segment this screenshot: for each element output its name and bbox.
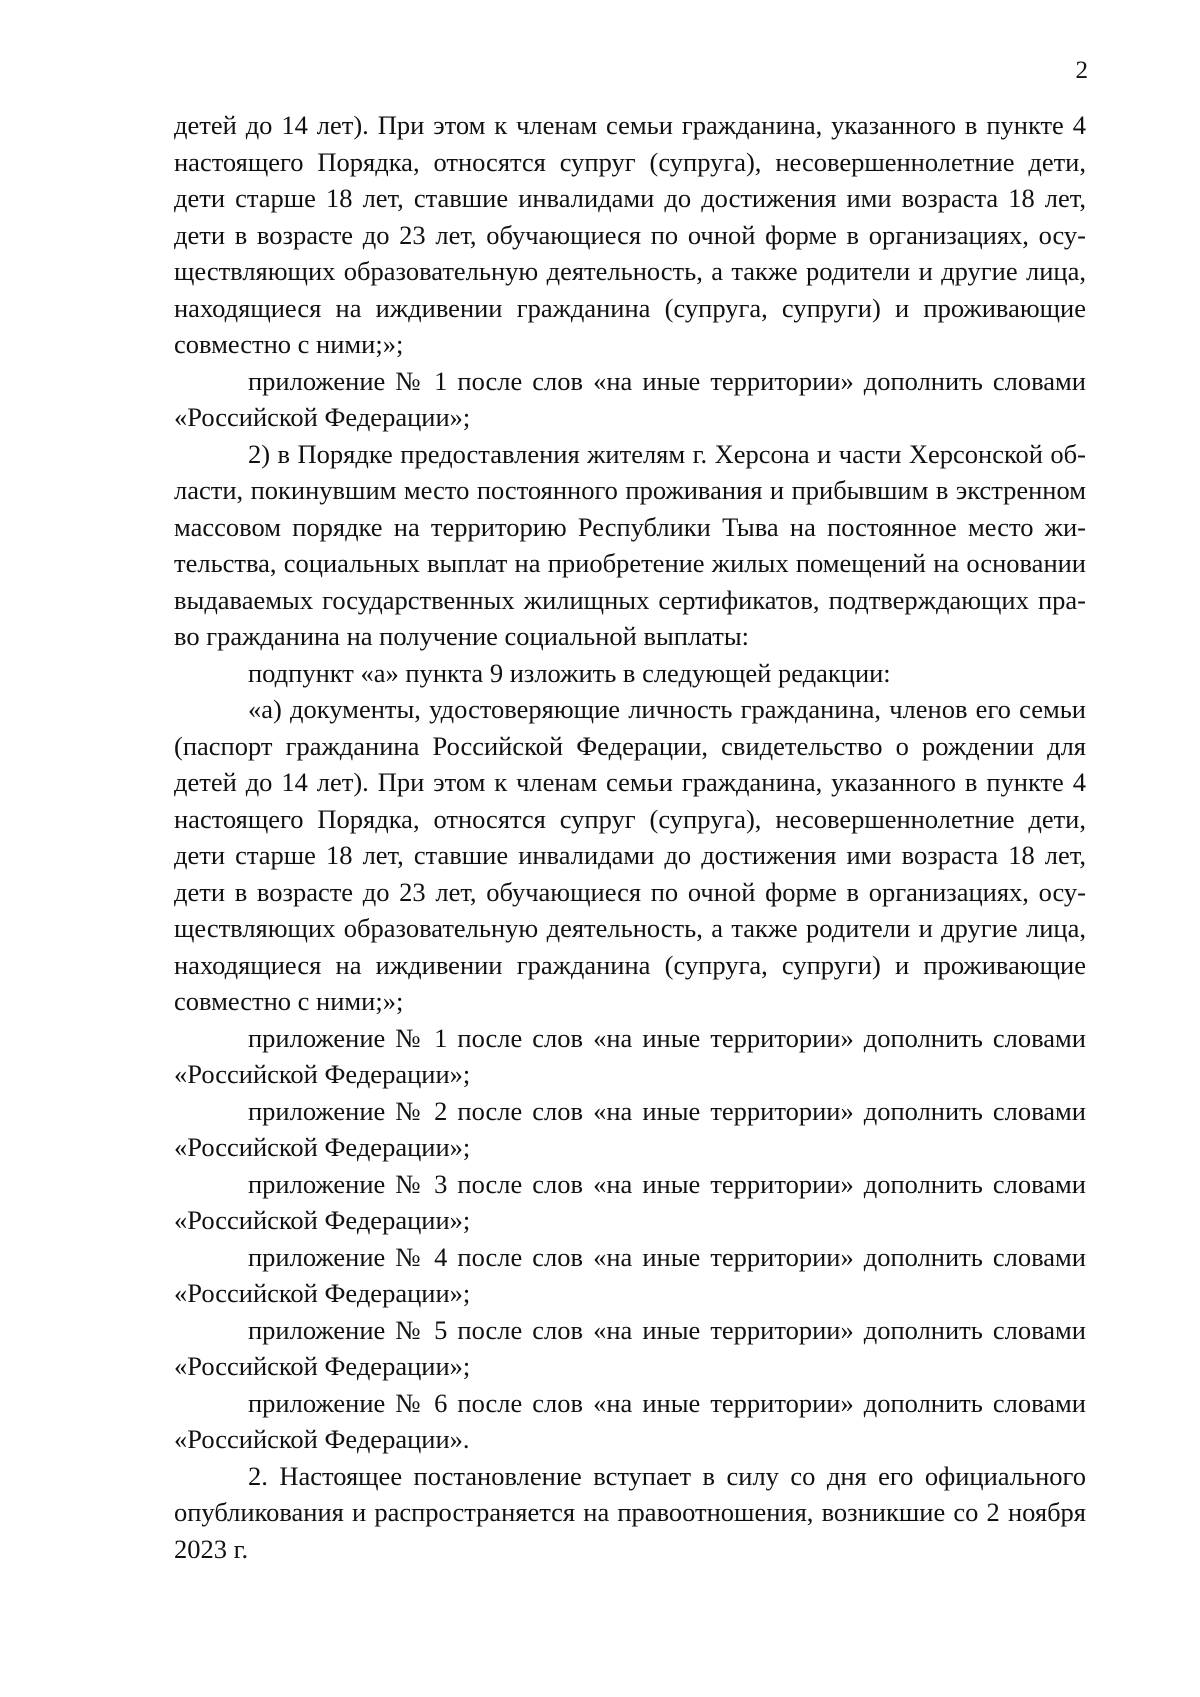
paragraph-subpoint-a-text: «а) документы, удостоверяющие личность гражданина, членов его семьи (паспорт гражданина Российской Федерации, свидетельство о рождении для детей до 14 лет). При этом к членам семьи гражданина, указанного в пункте 4 настоящего Порядка, относятся супруг (супруга), несовершеннолетние дети, дети старше 18 лет, ставшие инвалидами до достижения ими возраста 18 лет, дети в возрасте до 23 лет, обучающиеся по очной форме в организациях, осуществляющих образовательную деятельность, а также родители и другие лица, находящиеся на иждивении гражданина (супруга, супруги) и проживающие совместно с ними;»;: [174, 694, 1086, 1016]
paragraph-family-members-continued: детей до 14 лет). При этом к членам семьи гражданина, указанного в пункте 4 настоящего Порядка, относятся супруг (супруга), несовершеннолетние дети, дети старше 18 лет, ставшие инвалидами до достижения ими возраста 18 лет, дети в возрасте до 23 лет, обучающиеся по очной форме в организациях, осуществляющих образовательную деятельность, а также родители и другие лица, находящиеся на иждивении гражданина (супруга, супруги) и проживающие совместно с ними;»;: [174, 110, 1086, 359]
paragraph-appendix-5-amendment: приложение № 5 после слов «на иные территории» дополнить словами «Российской Федерации»;: [174, 1314, 1086, 1381]
paragraph-appendix-1-amendment: приложение № 1 после слов «на иные территории» дополнить словами «Российской Федерации»;: [174, 365, 1086, 432]
paragraph-appendix-4-amendment: приложение № 4 после слов «на иные территории» дополнить словами «Российской Федерации»;: [174, 1241, 1086, 1308]
paragraph-kherson-procedure: 2) в Порядке предоставления жителям г. Херсона и части Херсонской области, покинувшим место постоянного проживания и прибывшим в экстренном массовом порядке на территорию Республики Тыва на постоянное место жительства, социальных выплат на приобретение жилых помещений на основании выдаваемых государственных жилищных сертификатов, подтверждающих право гражданина на получение социальной выплаты:: [174, 438, 1086, 651]
paragraph-appendix-2-amendment: приложение № 2 после слов «на иные территории» дополнить словами «Российской Федерации»;: [174, 1095, 1086, 1162]
page-number: 2: [1075, 57, 1088, 84]
paragraph-effective-date: 2. Настоящее постановление вступает в силу со дня его официального опубликования и распространяется на правоотношения, возникшие со 2 ноября 2023 г.: [174, 1460, 1086, 1564]
paragraph-subpoint-a-intro: подпункт «а» пункта 9 изложить в следующей редакции:: [248, 657, 891, 688]
document-body: [174, 107, 1086, 1567]
paragraph-appendix-3-amendment: приложение № 3 после слов «на иные территории» дополнить словами «Российской Федерации»;: [174, 1168, 1086, 1235]
paragraph-appendix-6-amendment: приложение № 6 после слов «на иные территории» дополнить словами «Российской Федерации».: [174, 1387, 1086, 1454]
paragraph-appendix-1-amendment-2: приложение № 1 после слов «на иные территории» дополнить словами «Российской Федерации»;: [174, 1022, 1086, 1089]
